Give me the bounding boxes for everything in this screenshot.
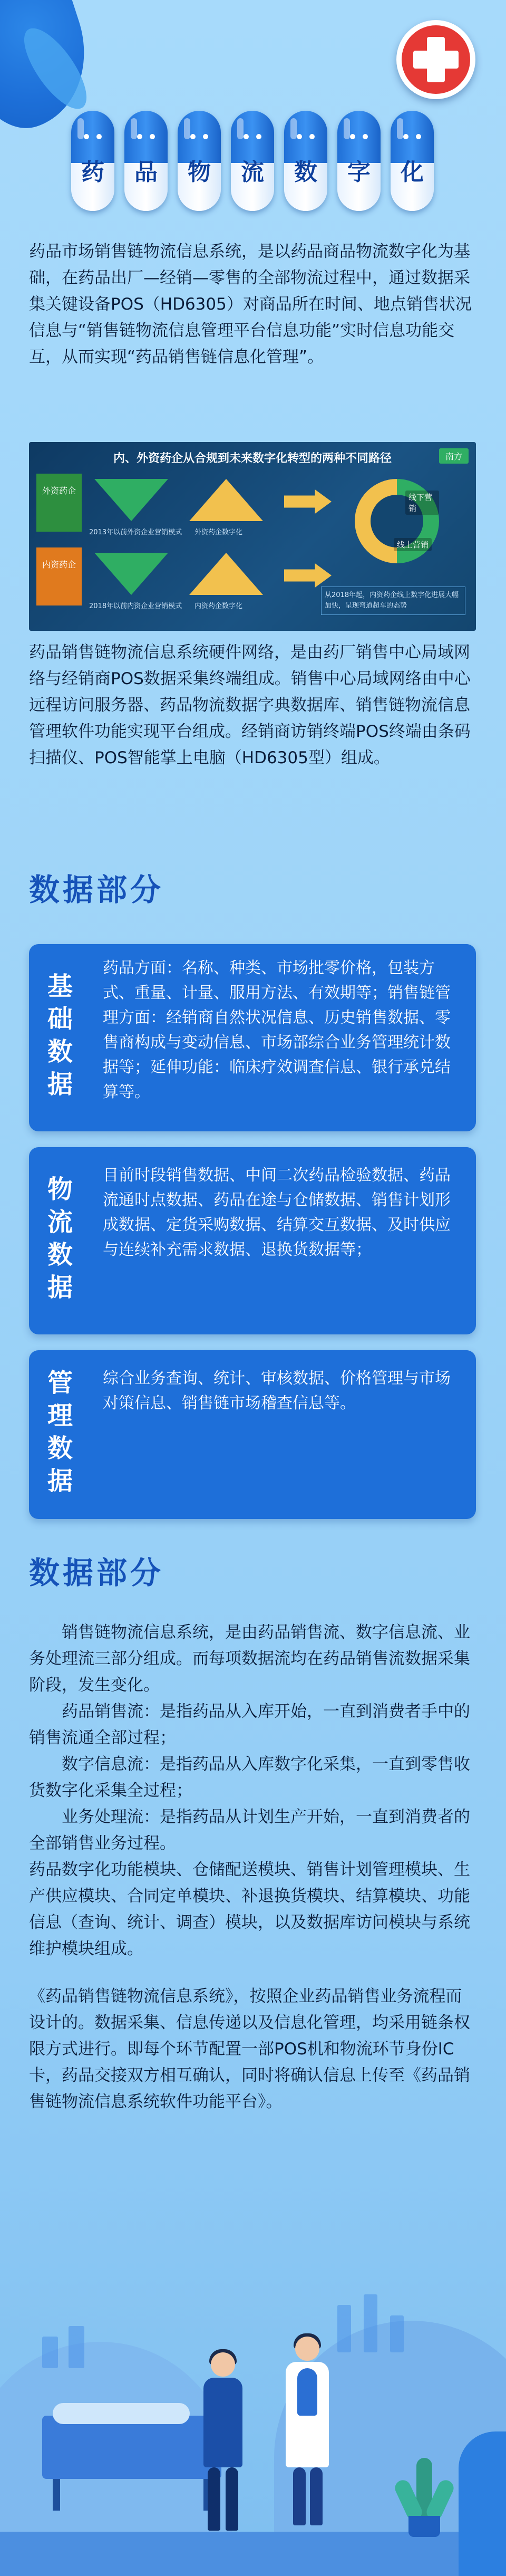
- row-caption: 2018年以前内资企业营销模式: [89, 602, 182, 610]
- arrow-icon: [284, 489, 332, 514]
- card-heading: 基础数据: [43, 972, 73, 1103]
- title-char: 流: [241, 159, 264, 186]
- card-body: 药品方面：名称、种类、市场批零价格，包装方式、重量、计量、服用方法、有效期等；销售链管理方面：经销商自然状况信息、历史销售数据、零售商构成与变动信息、市场部综合业务管理统计数据等；延伸功能：临床疗效调查信息、银行承兑结算等。: [103, 959, 451, 1101]
- modules-paragraph: 药品数字化功能模块、仓储配送模块、销售计划管理模块、生产供应模块、合同定单模块、补退换货模块、结算模块、功能信息（查询、统计、调查）模块，以及数据库访问模块与系统维护模块组成。: [29, 1860, 470, 1958]
- infographic-tag: 南方: [439, 448, 469, 464]
- page-title: [71, 111, 440, 216]
- row-caption: 2013年以前外资企业营销模式: [89, 528, 182, 536]
- medical-cross-icon: [396, 20, 475, 99]
- plant-decoration: [401, 2458, 448, 2537]
- infographic-note: 从2018年起，内资药企线上数字化进展大幅加快，呈现弯道超车的态势: [321, 587, 465, 615]
- hardware-paragraph: 药品销售链物流信息系统硬件网络，是由药厂销售中心局域网络与经销商POS数据采集终端组成。销售中心局域网络由中心远程访问服务器、药品物流数据字典数据库、销售链物流信息管理软件功能实现平台组成。经销商访销终端POS终端由条码扫描仪、POS智能掌上电脑（HD6305型）组成。: [29, 643, 471, 767]
- title-capsule: [124, 111, 168, 211]
- title-char: 化: [401, 159, 424, 186]
- ring-label-online: 线上营销: [394, 538, 432, 551]
- title-char: 字: [347, 159, 371, 186]
- transformation-infographic: [29, 442, 476, 631]
- row-right-caption: 外资药企数字化: [194, 528, 243, 536]
- row-side-label: 内资药企: [36, 547, 82, 605]
- digital-flow: 数字信息流：是指药品从入库数字化采集，一直到零售收货数字化采集全过程；: [29, 1755, 470, 1800]
- title-capsule: [284, 111, 327, 211]
- row-side-label: 外资药企: [36, 474, 82, 532]
- title-char: 药: [81, 159, 104, 186]
- sales-flow: 药品销售流：是指药品从入库开始，一直到消费者手中的销售流通全部过程；: [29, 1702, 470, 1747]
- business-flow: 业务处理流：是指药品从计划生产开始，一直到消费者的全部销售业务过程。: [29, 1808, 470, 1853]
- funnel-shape: [94, 479, 168, 521]
- data-card-management: [29, 1350, 476, 1519]
- hospital-illustration: [0, 2257, 506, 2576]
- funnel-shape: [94, 553, 168, 595]
- intro-paragraph: 药品市场销售链物流信息系统，是以药品商品物流数字化为基础，在药品出厂—经销—零售的全部物流过程中，通过数据采集关键设备POS（HD6305）对商品所在时间、地点销售状况信息与“销售链物流信息管理平台信息功能”实时信息功能交互，从而实现“药品销售链信息化管理”。: [29, 242, 472, 367]
- data-card-basic: [29, 944, 476, 1131]
- card-body: 目前时段销售数据、中间二次药品检验数据、药品流通时点数据、药品在途与仓储数据、销售计划形成数据、定货采购数据、结算交互数据、及时供应与连续补充需求数据、退换货数据等；: [103, 1166, 451, 1259]
- arrow-icon: [284, 563, 332, 588]
- flow-intro: 销售链物流信息系统，是由药品销售流、数字信息流、业务处理流三部分组成。而每项数据流均在药品销售流数据采集阶段，发生变化。: [29, 1623, 470, 1695]
- ring-label-offline: 线下营销: [405, 491, 439, 515]
- row-right-caption: 内资药企数字化: [194, 602, 243, 610]
- title-char: 数: [294, 159, 317, 186]
- infographic-row-domestic: [36, 547, 353, 611]
- title-capsule: [231, 111, 274, 211]
- hospital-bed: [42, 2416, 221, 2479]
- title-capsule: [71, 111, 114, 211]
- card-heading: 管理数据: [43, 1369, 73, 1500]
- title-capsule: [337, 111, 381, 211]
- infographic-title: 内、外资药企从合规到未来数字化转型的两种不同路径: [113, 452, 392, 465]
- title-char: 物: [188, 159, 211, 186]
- online-offline-ring: [355, 479, 439, 563]
- title-char: 品: [134, 159, 158, 186]
- title-capsule: [178, 111, 221, 211]
- data-card-logistics: [29, 1147, 476, 1334]
- system-paragraph: 《药品销售链物流信息系统》，按照企业药品销售业务流程而设计的。数据采集、信息传递以及信息化管理，均采用链条权限方式进行。即每个环节配置一部POS机和物流环节身份IC卡，药品交接双方相互确认，同时将确认信息上传至《药品销售链物流信息系统软件功能平台》。: [29, 1987, 470, 2111]
- infographic-row-foreign: [36, 474, 353, 537]
- pyramid-shape: [189, 479, 263, 521]
- card-heading: 物流数据: [43, 1175, 73, 1306]
- section-title: 数据部分: [29, 1555, 164, 1591]
- card-body: 综合业务查询、统计、审核数据、价格管理与市场对策信息、销售链市场稽查信息等。: [103, 1369, 451, 1412]
- title-capsule: [391, 111, 434, 211]
- section-title: 数据部分: [29, 872, 164, 908]
- pyramid-shape: [189, 553, 263, 595]
